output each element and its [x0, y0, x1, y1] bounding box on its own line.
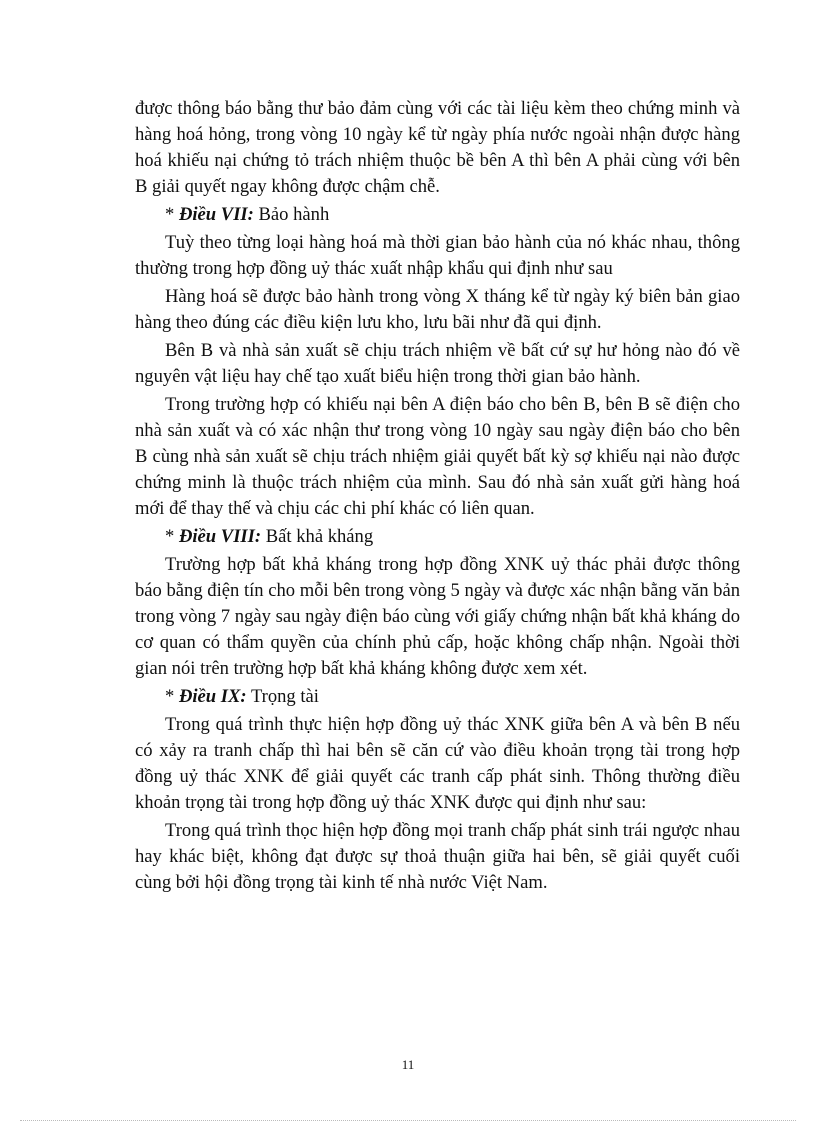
paragraph-warranty-claims: Trong trường hợp có khiếu nại bên A điện báo cho bên B, bên B sẽ điện cho nhà sản xuất và có xác nhận thư trong vòng 10 ngày sau ngày điện báo cho bên B cùng nhà sản xuất sẽ chịu trách nhiệm giải quyết bất kỳ sợ khiếu nại nào được chứng minh là thuộc trách nhiệm của mình. Sau đó nhà sản xuất gửi hàng hoá mới để thay thế và chịu các chi phí khác có liên quan.	[135, 394, 740, 519]
paragraph-force-majeure: Trường hợp bất khả kháng trong hợp đồng XNK uỷ thác phải được thông báo bằng điện tín cho mỗi bên trong vòng 5 ngày và được xác nhận bằng văn bản trong vòng 7 ngày sau ngày điện báo cùng với giấy chứng nhận bất khả kháng do cơ quan có thẩm quyền của chính phủ cấp, hoặc không chấp nhận. Ngoài thời gian nói trên trường hợp bất khả kháng không được xem xét.	[135, 554, 740, 679]
heading-article-8	[135, 524, 740, 550]
article-8-title: Bất khả kháng	[265, 526, 374, 547]
article-8-label: Điều VIII:	[178, 526, 262, 547]
page-number: 11	[401, 1057, 415, 1072]
paragraph-warranty-intro: Tuỳ theo từng loại hàng hoá mà thời gian bảo hành của nó khác nhau, thông thường trong hợp đồng uỷ thác xuất nhập khẩu qui định như sau	[135, 232, 740, 279]
heading-bullet: *	[165, 204, 175, 225]
article-7-title: Bảo hành	[258, 204, 330, 225]
paragraph-warranty-period: Hàng hoá sẽ được bảo hành trong vòng X tháng kể từ ngày ký biên bản giao hàng theo đúng các điều kiện lưu kho, lưu bãi như đã qui định.	[135, 286, 740, 333]
paragraph-arbitration-clause: Trong quá trình thọc hiện hợp đồng mọi tranh chấp phát sinh trái ngược nhau hay khác biệt, không đạt được sự thoả thuận giữa hai bên, sẽ giải quyết cuối cùng bởi hội đồng trọng tài kinh tế nhà nước Việt Nam.	[135, 820, 740, 893]
document-body	[135, 96, 740, 898]
bottom-divider	[20, 1120, 796, 1121]
article-7-label: Điều VII:	[178, 204, 254, 225]
article-9-title: Trọng tài	[250, 686, 319, 707]
heading-article-7	[135, 202, 740, 228]
paragraph-warranty-responsibility: Bên B và nhà sản xuất sẽ chịu trách nhiệm về bất cứ sự hư hỏng nào đó về nguyên vật liệu hay chế tạo xuất biểu hiện trong thời gian bảo hành.	[135, 340, 740, 387]
article-9-label: Điều IX:	[178, 686, 247, 707]
heading-article-9	[135, 684, 740, 710]
heading-bullet: *	[165, 526, 175, 547]
paragraph-complaint-notice: được thông báo bằng thư bảo đảm cùng với các tài liệu kèm theo chứng minh và hàng hoá hỏng, trong vòng 10 ngày kể từ ngày phía nước ngoài nhận được hàng hoá khiếu nại chứng tỏ trách nhiệm thuộc bề bên A thì bên A phải cùng với bên B giải quyết ngay không được chậm chễ.	[135, 98, 740, 197]
heading-bullet: *	[165, 686, 175, 707]
paragraph-arbitration-intro: Trong quá trình thực hiện hợp đồng uỷ thác XNK giữa bên A và bên B nếu có xảy ra tranh chấp thì hai bên sẽ căn cứ vào điều khoản trọng tài trong hợp đồng uỷ thác XNK để giải quyết các tranh cấp phát sinh. Thông thường điều khoản trọng tài trong hợp đồng uỷ thác XNK được qui định như sau:	[135, 714, 740, 813]
